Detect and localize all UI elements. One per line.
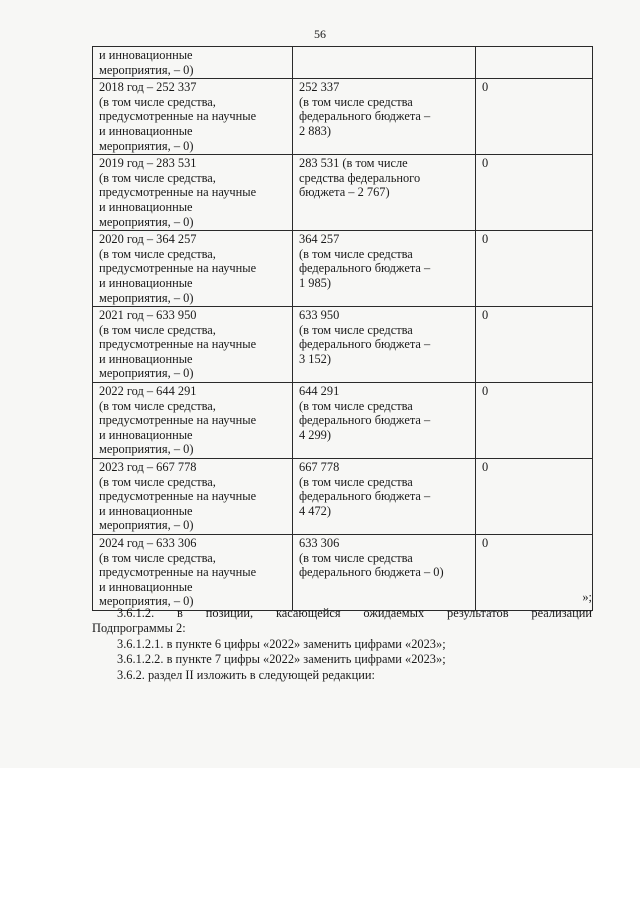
cell-line: мероприятия, – 0): [99, 594, 194, 609]
cell-line: 633 950: [299, 308, 340, 323]
cell-line: 2023 год – 667 778: [99, 460, 197, 475]
funding-table: [92, 46, 593, 611]
cell-line: и инновационные: [99, 427, 193, 442]
cell-line: и инновационные: [99, 199, 193, 214]
cell-line: (в том числе средства,: [99, 322, 216, 337]
table-cell-col2: [293, 79, 476, 155]
cell-line: (в том числе средства,: [99, 550, 216, 565]
cell-line: 0: [482, 308, 489, 323]
cell-line: 2020 год – 364 257: [99, 232, 197, 247]
cell-line: 2018 год – 252 337: [99, 80, 197, 95]
cell-line: 0: [482, 536, 489, 550]
table-cell-col3: [476, 459, 593, 535]
table-row-continued: [93, 47, 593, 79]
cell-line: мероприятия, – 0): [99, 62, 194, 77]
cell-line: 283 531 (в том числе: [299, 156, 408, 171]
cell-line: (в том числе средства,: [99, 246, 216, 261]
paragraph-3-6-1-2: [92, 606, 592, 622]
paragraph-3-6-1-2-1: 3.6.1.2.1. в пункте 6 цифры «2022» заменить цифрами «2023»;: [117, 636, 446, 651]
cell-line: предусмотренные на научные: [99, 337, 257, 352]
table-cell-col1: [93, 79, 293, 155]
paragraph-3-6-1-2-2: 3.6.1.2.2. в пункте 7 цифры «2022» заменить цифрами «2023»;: [117, 652, 446, 667]
table-cell-col3: [476, 307, 593, 383]
table-cell-col3: [476, 231, 593, 307]
table-row: [93, 383, 593, 459]
cell-line: (в том числе средства,: [99, 94, 216, 109]
table-cell-col3: [476, 47, 593, 79]
cell-line: (в том числе средства: [299, 550, 413, 565]
cell-line: мероприятия, – 0): [99, 214, 194, 229]
cell-line: 4 472): [299, 503, 332, 518]
cell-line: и инновационные: [99, 579, 193, 594]
table-row: [93, 231, 593, 307]
table-cell-col2: [293, 231, 476, 307]
cell-line: 2022 год – 644 291: [99, 384, 197, 399]
table-row: [93, 155, 593, 231]
paragraph-line: Подпрограммы 2:: [92, 621, 186, 636]
table-cell-col2: [293, 459, 476, 535]
table-cell-col2: [293, 307, 476, 383]
cell-line: бюджета – 2 767): [299, 185, 390, 200]
cell-line: 2024 год – 633 306: [99, 536, 197, 550]
cell-line: 0: [482, 156, 489, 171]
cell-line: и инновационные: [99, 48, 193, 62]
cell-line: 2019 год – 283 531: [99, 156, 197, 171]
cell-line: и инновационные: [99, 123, 193, 138]
cell-line: 2 883): [299, 123, 332, 138]
cell-line: 0: [482, 232, 489, 247]
cell-line: федерального бюджета –: [299, 489, 431, 504]
cell-line: 4 299): [299, 427, 332, 442]
page-number: 56: [314, 27, 326, 41]
cell-line: мероприятия, – 0): [99, 518, 194, 533]
cell-line: (в том числе средства: [299, 474, 413, 489]
table-cell-col3: [476, 155, 593, 231]
cell-line: мероприятия, – 0): [99, 442, 194, 457]
cell-line: 1 985): [299, 275, 332, 290]
table-cell-col2: [293, 47, 476, 79]
cell-line: предусмотренные на научные: [99, 413, 257, 428]
body-text: [92, 590, 592, 684]
cell-line: предусмотренные на научные: [99, 261, 257, 276]
cell-line: 633 306: [299, 536, 340, 550]
cell-line: 252 337: [299, 80, 340, 95]
closing-quote: »;: [582, 590, 592, 604]
cell-line: 2021 год – 633 950: [99, 308, 197, 323]
cell-line: 0: [482, 384, 489, 399]
table-cell-col3: [476, 383, 593, 459]
cell-line: федерального бюджета –: [299, 337, 431, 352]
cell-line: мероприятия, – 0): [99, 366, 194, 381]
cell-line: 644 291: [299, 384, 340, 399]
cell-line: 0: [482, 80, 489, 95]
table-cell-col1: [93, 231, 293, 307]
cell-line: 3 152): [299, 351, 332, 366]
table-cell-col1: [93, 383, 293, 459]
paragraph-line: 3.6.1.2. в позиции, касающейся ожидаемых результатов реализации: [117, 605, 592, 620]
cell-line: 667 778: [299, 460, 340, 475]
cell-line: федерального бюджета –: [299, 109, 431, 124]
table-cell-col3: [476, 79, 593, 155]
cell-line: (в том числе средства: [299, 246, 413, 261]
cell-line: мероприятия, – 0): [99, 138, 194, 153]
cell-line: (в том числе средства: [299, 94, 413, 109]
paragraph-3-6-2: 3.6.2. раздел II изложить в следующей редакции:: [117, 667, 375, 682]
table-row: [93, 79, 593, 155]
cell-line: федерального бюджета –: [299, 413, 431, 428]
cell-line: (в том числе средства,: [99, 170, 216, 185]
cell-line: (в том числе средства,: [99, 474, 216, 489]
cell-line: и инновационные: [99, 275, 193, 290]
cell-line: (в том числе средства: [299, 322, 413, 337]
table-cell-col1: [93, 155, 293, 231]
table-cell-col1: [93, 459, 293, 535]
cell-line: (в том числе средства: [299, 398, 413, 413]
cell-line: (в том числе средства,: [99, 398, 216, 413]
cell-line: средства федерального: [299, 170, 421, 185]
cell-line: предусмотренные на научные: [99, 109, 257, 124]
cell-line: 364 257: [299, 232, 340, 247]
table-cell-col2: [293, 155, 476, 231]
table-cell-col2: [293, 383, 476, 459]
table-cell-col1: [93, 47, 293, 79]
cell-line: предусмотренные на научные: [99, 565, 257, 580]
cell-line: и инновационные: [99, 503, 193, 518]
cell-line: и инновационные: [99, 351, 193, 366]
table-row: [93, 459, 593, 535]
cell-line: федерального бюджета –: [299, 261, 431, 276]
cell-line: предусмотренные на научные: [99, 489, 257, 504]
table-row: [93, 307, 593, 383]
cell-line: 0: [482, 460, 489, 475]
cell-line: предусмотренные на научные: [99, 185, 257, 200]
table-cell-col1: [93, 307, 293, 383]
cell-line: мероприятия, – 0): [99, 290, 194, 305]
cell-line: федерального бюджета – 0): [299, 565, 444, 580]
